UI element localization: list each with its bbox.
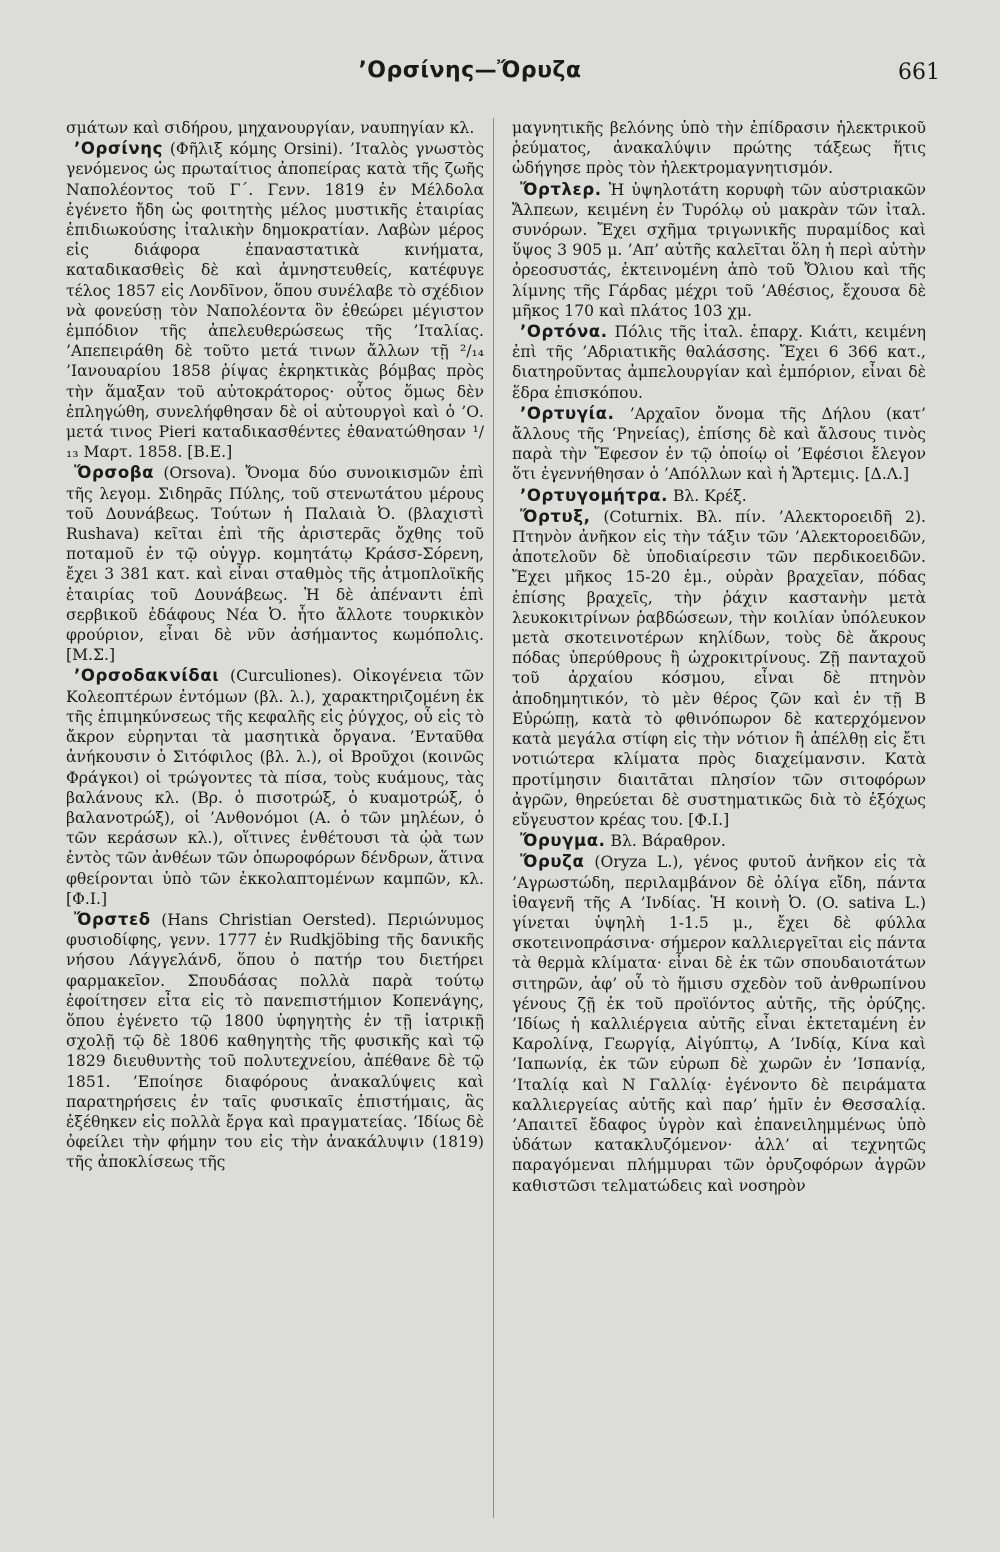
entry-headword: ’Ορτυγία. <box>520 403 615 423</box>
dictionary-entry <box>66 666 484 908</box>
page-number: 661 <box>898 60 940 85</box>
entry-headword: Ὄρυγμα. <box>520 831 606 851</box>
right-column <box>512 118 926 1197</box>
dictionary-entry <box>512 322 926 403</box>
entry-headword: Ὄρστεδ <box>74 909 151 929</box>
dictionary-entry <box>66 463 484 665</box>
entry-headword: ’Ορσοδακνίδαι <box>74 666 220 686</box>
entry-text: σμάτων καὶ σιδήρου, μηχανουργίαν, ναυπηγίαν κλ. <box>66 119 475 137</box>
dictionary-entry <box>512 404 926 485</box>
dictionary-entry <box>512 831 926 851</box>
entry-text: Ἡ ὑψηλοτάτη κορυφὴ τῶν αὐστριακῶν Ἄλπεων, κειμένη ἐν Τυρόλῳ οὐ μακρὰν τῶν ἰταλ. συνόρων. Ἔχει σχῆμα τριγωνικῆς πυραμίδος καὶ ὕψος 3 905 μ. ’Απ’ αὐτῆς καλεῖται ὅλη ἡ περὶ αὐτὴν ὀρεοσυστάς, ἐκτεινομένη ἀπὸ τοῦ Ὄλιου καὶ τῆς λίμνης τῆς Γάρδας μέχρι τοῦ ’Αθέσιος, ἔχουσα δὲ μῆκος 170 καὶ πλάτος 103 χμ. <box>512 180 926 320</box>
entry-continuation <box>66 118 484 138</box>
entry-text: (Orsova). Ὄνομα δύο συνοικισμῶν ἐπὶ τῆς λεγομ. Σιδηρᾶς Πύλης, τοῦ στενωτάτου μέρους τοῦ Δουνάβεως. Τούτων ἡ Παλαιὰ Ὀ. (βλαχιστὶ Rushava) κεῖται ἐπὶ τῆς ἀριστερᾶς ὄχθης τοῦ ποταμοῦ ἐν τῷ οὑγγρ. κομητάτῳ Κράσσ-Σόρενη, ἔχει 3 381 κατ. καὶ εἶναι σταθμὸς τῆς ἀτμοπλοϊκῆς ἑταιρίας τοῦ Δουνάβεως. Ἡ δὲ ἀπέναντι ἐπὶ σερβικοῦ ἐδάφους Νέα Ὀ. ἦτο ἄλλοτε τουρκικὸν φρούριον, εἶναι δὲ νῦν ἀσήμαντος κωμόπολις. [Μ.Σ.] <box>66 464 484 665</box>
entry-text: ’Αρχαῖον ὄνομα τῆς Δήλου (κατ’ ἄλλους τῆς ‘Ρηνείας), ἐπίσης δὲ καὶ ἄλσους τινὸς παρὰ τὴν Ἔφεσον ἐν τῷ ὁποίῳ οἱ ’Εφέσιοι ἔλεγον ὅτι ἐγεννήθησαν ὁ ’Απόλλων καὶ ἡ Ἄρτεμις. [Δ.Λ.] <box>512 404 926 484</box>
entry-text: Βλ. Βάραθρον. <box>610 832 726 851</box>
entry-text: μαγνητικῆς βελόνης ὑπὸ τὴν ἐπίδρασιν ἠλεκτρικοῦ ῥεύματος, ἀνακαλύψιν πρώτης τάξεως ἥτις ὡδήγησε πρὸς τὸν ἠλεκτρομαγνητισμόν. <box>512 119 926 178</box>
dictionary-entry <box>512 507 926 830</box>
entry-headword: ’Ορσίνης <box>74 139 163 159</box>
entry-text: (Φῆλιξ κόμης Orsini). ’Ιταλὸς γνωστὸς γενόμενος ὡς πρωταίτιος ἀποπείρας κατὰ τῆς ζωῆς Ναπολέοντος τοῦ Γ΄. Γενν. 1819 ἐν Μέλδολα ἐγένετο ἤδη ὡς φοιτητὴς μέλος μυστικῆς ἑταιρίας ἐπιδιωκούσης ἰταλικὴν δημοκρατίαν. Λαβὼν μέρος εἰς διάφορα ἐπαναστατικὰ κινήματα, καταδικασθεὶς δὲ καὶ ἀμνηστευθείς, κατέφυγε τέλος 1857 εἰς Λονδῖνον, ὅπου συνέλαβε τὸ σχέδιον νὰ φονεύσῃ τὸν Ναπολέοντα ὃν ἐθεώρει μέγιστον ἐμπόδιον τῆς ἀπελευθερώσεως τῆς ’Ιταλίας. ’Απεπειράθη δὲ τοῦτο μετά τινων ἄλλων τῇ ²/₁₄ ’Ιανουαρίου 1858 ῥίψας ἐκρηκτικὰς βόμβας πρὸς τὴν ἅμαξαν τοῦ αὐτοκράτορος· οὗτος ὅμως δὲν ἐπληγώθη, συνελήφθησαν δὲ οἱ αὐτουργοὶ καὶ ὁ ’Ο. μετά τινος Pieri καταδικασθέντες ἐθανατώθησαν ¹/₁₃ Μαρτ. 1858. [Β.Ε.] <box>66 140 484 462</box>
entry-headword: Ὄρυζα <box>520 852 585 872</box>
running-title: ’Ορσίνης—Ὄρυζα <box>358 58 582 83</box>
entry-text: (Oryza L.), γένος φυτοῦ ἀνῆκον εἰς τὰ ’Αγρωστώδη, περιλαμβάνον δὲ ὀλίγα εἴδη, πάντα ἰθαγενῆ τῆς Α ’Ινδίας. Ἡ κοινὴ Ὀ. (O. sativa L.) γίνεται ὑψηλὴ 1-1.5 μ., ἔχει δὲ φύλλα σκοτεινοπράσινα· σήμερον καλλιεργεῖται εἰς πάντα τὰ θερμὰ κλίματα· εἶναι δὲ ἐκ τῶν σπουδαιοτάτων σιτηρῶν, ἀφ’ οὗ τὸ ἥμισυ σχεδὸν τοῦ ἀνθρωπίνου γένους ζῇ ἐκ τοῦ προϊόντος αὐτῆς, τῆς ὀρύζης. ’Ιδίως ἡ καλλιέργεια αὐτῆς εἶναι ἐκτεταμένη ἐν Καρολίνᾳ, Γεωργίᾳ, Αἰγύπτῳ, Α ’Ινδίᾳ, Κίνα καὶ ’Ιαπωνίᾳ, ἐκ τῶν εὐρωπ δὲ χωρῶν ἐν ’Ισπανίᾳ, ’Ιταλίᾳ καὶ Ν Γαλλίᾳ· ἐγένοντο δὲ πειράματα καλλιεργείας αὐτῆς καὶ παρ’ ἡμῖν ἐν Θεσσαλίᾳ. ’Απαιτεῖ ἔδαφος ὑγρὸν καὶ ἐπανειλημμένως ὑπὸ ὑδάτων κατακλυζόμενον· ἀλλ’ αἱ τεχνητῶς παραγόμεναι πλήμμυραι τῶν ὀρυζοφόρων ἀγρῶν καθιστῶσι τελματώδεις καὶ νοσηρὸν <box>512 853 926 1195</box>
entry-headword: Ὄρτλερ. <box>520 179 602 199</box>
entry-text: (Coturnix. Βλ. πίν. ’Αλεκτοροειδῆ 2). Πτηνὸν ἀνῆκον εἰς τὴν τάξιν τῶν ’Αλεκτοροειδῶν, ἀποτελοῦν δὲ ὑποδιαίρεσιν τῶν περδικοειδῶν. Ἔχει μῆκος 15-20 ἑμ., οὐρὰν βραχεῖαν, πόδας ἐπίσης βραχεῖς, τὴν ῥάχιν καστανὴν μετὰ λευκοκιτρίνων ῥαβδώσεων, τὴν κοιλίαν ὑπόλευκον μετὰ σκοτεινοτέρων κηλίδων, τοὺς δὲ ἄκρους πόδας ὑπερύθρους ἢ ὠχροκιτρίνους. Ζῇ πανταχοῦ τοῦ ἀρχαίου κόσμου, εἶναι δὲ πτηνὸν ἀποδημητικόν, τὸ μὲν θέρος ζῶν καὶ ἐν τῇ Β Εὐρώπῃ, κατὰ τὸ φθινόπωρον δὲ κατερχόμενον κατὰ μεγάλα στίφη εἰς τὴν νότιον ἢ ἀπέλθῃ εἰς ἔτι νοτιώτερα κλίματα πρὸς διαχείμανσιν. Κατὰ προτίμησιν διαιτᾶται πλησίον τῶν σιτοφόρων ἀγρῶν, θηρεύεται δὲ συστηματικῶς διὰ τὸ ἐξόχως εὔγευστον κρέας του. [Φ.Ι.] <box>512 507 926 829</box>
entry-headword: Ὄρτυξ, <box>520 506 591 526</box>
dictionary-entry <box>66 139 484 462</box>
entry-headword: Ὄρσοβα <box>74 463 155 483</box>
running-header <box>60 58 940 92</box>
entry-continuation <box>512 118 926 179</box>
dictionary-entry <box>512 852 926 1195</box>
entry-text: (Curculiones). Οἰκογένεια τῶν Κολεοπτέρων ἐντόμων (βλ. λ.), χαρακτηριζομένη ἐκ τῆς ἐπιμηκύνσεως τῆς κεφαλῆς εἰς ῥύγχος, οὗ εἰς τὸ ἄκρον εὑρηνται τὰ μασητικὰ ὄργανα. ’Ενταῦθα ἀνήκουσιν ὁ Σιτόφιλος (βλ. λ.), οἱ Βροῦχοι (κοινῶς Φράγκοι) οἱ τρώγοντες τὰ πίσα, τοὺς κυάμους, τὰς βαλάνους κλ. (Βρ. ὁ πισοτρώξ, ὁ κυαμοτρώξ, ὁ βαλανοτρώξ), οἱ ’Ανθονόμοι (Α. ὁ τῶν μηλέων, ὁ τῶν κεράσων κλ.), οἵτινες ἐνθέτουσι τὰ ᾠὰ των ἐντὸς τῶν ἀνθέων τῶν ὀπωροφόρων δένδρων, ἅτινα φθείρονται ὑπὸ τῶν ἐκκολαπτομένων καμπῶν, κλ. [Φ.Ι.] <box>66 667 484 908</box>
dictionary-entry <box>512 180 926 321</box>
dictionary-entry <box>66 910 484 1173</box>
entry-headword: ’Ορτυγομήτρα. <box>520 485 668 505</box>
column-divider <box>493 118 494 1518</box>
left-column <box>66 118 484 1174</box>
entry-text: Πόλις τῆς ἰταλ. ἐπαρχ. Κιάτι, κειμένη ἐπὶ τῆς ’Αδριατικῆς θαλάσσης. Ἔχει 6 366 κατ., διατηροῦντας ἀμπελουργίαν καὶ ἐμπόριον, εἶναι δὲ ἕδρα ἐπισκόπου. <box>512 323 926 402</box>
entry-text: (Hans Christian Oersted). Περιώνυμος φυσιοδίφης, γενν. 1777 ἐν Rudkjöbing τῆς δανικῆς νήσου Λάγγελάνδ, ὅπου ὁ πατήρ του διετήρει φαρμακεῖον. Σπουδάσας πολλὰ παρὰ τούτῳ ἐφοίτησεν εἶτα εἰς τὸ πανεπιστήμιον Κοπενάγης, ὅπου ἐγένετο τῷ 1800 ὑφηγητὴς ἐν τῇ ἰατρικῇ σχολῇ τῷ δὲ 1806 καθηγητὴς τῆς φυσικῆς καὶ τῷ 1829 διευθυντὴς τοῦ πολυτεχνείου, ἀπέθανε δὲ τῷ 1851. ’Εποίησε διαφόρους ἀνακαλύψεις καὶ παρατηρήσεις ἐν ταῖς φυσικαῖς ἐπιστήμαις, ἃς ἐξέθηκεν εἰς πολλὰ ἔργα καὶ πραγματείας. ’Ιδίως δὲ ὀφείλει τὴν φήμην του εἰς τὴν ἀνακάλυψιν (1819) τῆς ἀποκλίσεως τῆς <box>66 910 484 1172</box>
dictionary-entry <box>512 486 926 506</box>
entry-text: Βλ. Κρέξ. <box>672 486 747 505</box>
entry-headword: ’Ορτόνα. <box>520 322 608 342</box>
